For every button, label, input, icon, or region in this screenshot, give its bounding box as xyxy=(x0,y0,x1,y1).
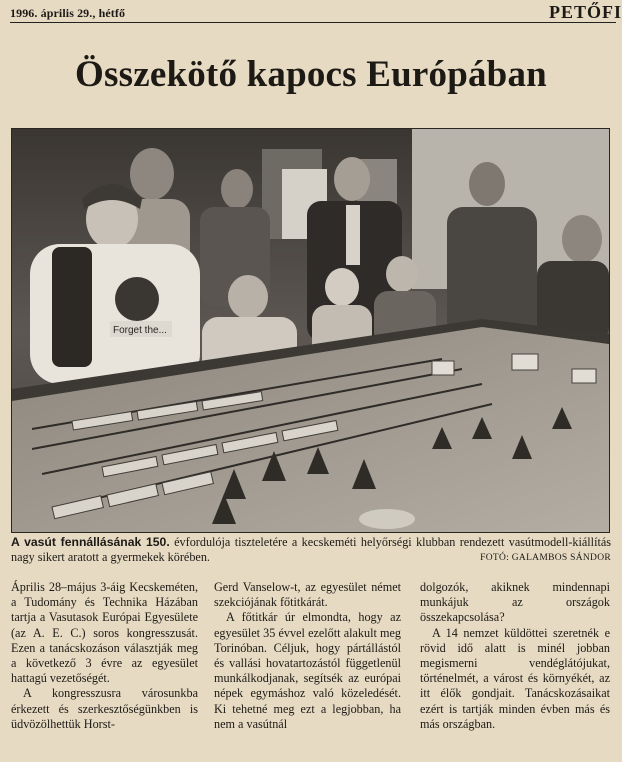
caption-text: évfordulója tiszteletére a kecskeméti helyőrségi klubban rendezett vasútmodell-kiállítás nagy sikert aratott a gyermekek körében. xyxy=(11,535,611,564)
photo-caption xyxy=(11,535,611,566)
issue-date: 1996. április 29., hétfő xyxy=(10,6,126,20)
caption-lead: A vasút fennállásának 150. xyxy=(11,535,170,549)
paragraph: A 14 nemzet küldöttei szeretnék e rövid idő alatt is minél jobban megismerni vendéglátójukat, történelmét, a várost és környékét, az itt élők gondjait. Tanácskozásaikat ezért is tartják minden évben más és más országban. xyxy=(420,625,610,731)
newspaper-name: PETŐFI xyxy=(548,2,622,22)
article-column-2 xyxy=(214,580,401,732)
article-column-3 xyxy=(420,580,610,732)
paragraph: Április 28–május 3-áig Kecskeméten, a Tudomány és Technika Házában tartja a Vasutasok Európai Egyesülete (az A. E. C.) soros kongresszusát. Ezen a tanácskozáson választják meg a következő 3 évre az egyesület hattagú vezetőségét. xyxy=(11,580,198,686)
paragraph: A főtitkár úr elmondta, hogy az egyesület 35 évvel ezelőtt alakult meg Torinóban. Céljuk, hogy pártállástól és vallási hovatartozástól függetlenül munkálkodjanak, segítsék az európai népek egymáshoz való közeledését. Ki tehetné meg ezt a legjobban, ha nem a vasútnál xyxy=(214,610,401,731)
paragraph: dolgozók, akiknek mindennapi munkájuk az országok összekapcsolása? xyxy=(420,580,610,625)
photo-credit: FOTÓ: GALAMBOS SÁNDOR xyxy=(480,553,611,563)
paragraph: A kongresszusra városunkba érkezett és szerkesztőségünkben is üdvözölhettük Horst- xyxy=(11,686,198,731)
paragraph: Gerd Vanselow-t, az egyesület német szekciójának főtitkárát. xyxy=(214,580,401,610)
article-photo xyxy=(11,128,610,533)
page-header xyxy=(10,2,622,23)
shirt-print-text: Forget the... xyxy=(113,325,167,336)
model-railway-photo xyxy=(12,129,609,532)
article-headline: Összekötő kapocs Európában xyxy=(75,54,547,95)
article-column-1 xyxy=(11,580,198,732)
